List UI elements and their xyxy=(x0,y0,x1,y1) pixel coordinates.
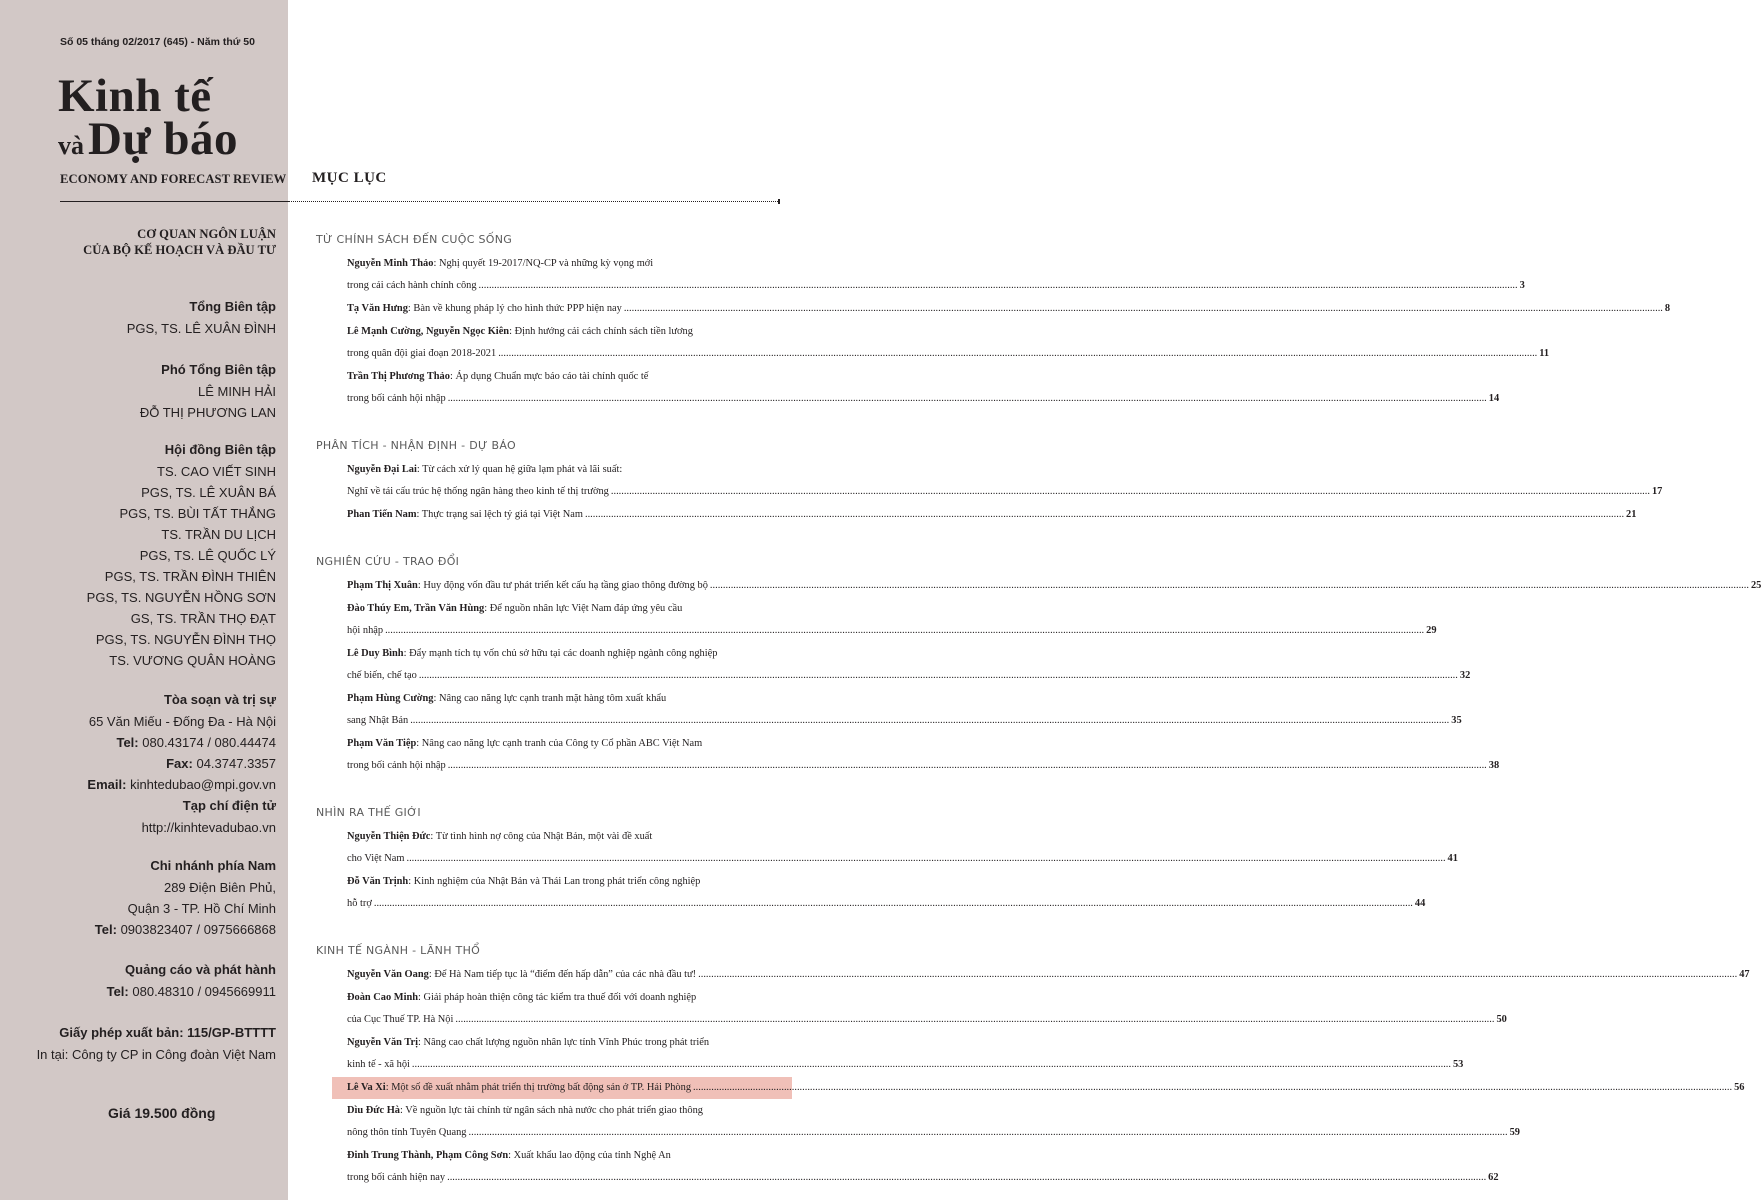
toc-section-heading: NGHIÊN CỨU - TRAO ĐỔI xyxy=(316,555,460,568)
toc-title-text: của Cục Thuế TP. Hà Nội xyxy=(347,1014,454,1025)
toc-title-text: hỗ trợ xyxy=(347,898,372,909)
toc-entry-text: Nguyễn Văn Trị: Nâng cao chất lượng nguồn nhân lực tỉnh Vĩnh Phúc trong phát triển xyxy=(347,1037,710,1048)
toc-leader-dots: ................................................................................................................................................................................................................................................................................................................................................................................................................ xyxy=(498,348,1538,359)
toc-entry-text: Dìu Đức Hà: Về nguồn lực tài chính từ ngân sách nhà nước cho phát triển giao thông xyxy=(347,1105,703,1116)
south-branch-tel xyxy=(95,919,276,940)
toc-title-text: Huy động vốn đầu tư phát triển kết cấu hạ tầng giao thông đường bộ xyxy=(423,580,708,591)
masthead-title-line2 xyxy=(58,113,239,165)
toc-title-text: Nghị quyết 19-2017/NQ-CP và những kỳ vọng mới xyxy=(438,258,654,269)
toc-entry[interactable] xyxy=(347,688,1462,732)
board-member: GS, TS. TRẦN THỌ ĐẠT xyxy=(130,611,276,626)
toc-entry-line xyxy=(347,343,1550,365)
toc-entry-text: Phạm Văn Tiệp: Nâng cao năng lực cạnh tranh của Công ty Cổ phần ABC Việt Nam xyxy=(347,738,703,749)
toc-page-number: 56 xyxy=(1734,1082,1745,1093)
toc-leader-dots: ................................................................................................................................................................................................................................................................................................................................................................................................................ xyxy=(385,625,1425,636)
e-journal-heading: Tạp chí điện tử xyxy=(182,798,276,813)
toc-entry-line xyxy=(347,253,782,275)
toc-leader-dots: ................................................................................................................................................................................................................................................................................................................................................................................................................ xyxy=(468,1127,1508,1138)
toc-entry-text: Đoàn Cao Minh: Giải pháp hoàn thiện công tác kiểm tra thuế đối với doanh nghiệp xyxy=(347,992,697,1003)
toc-entry-line xyxy=(347,275,1525,297)
toc-author: Nguyễn Thiện Đức xyxy=(347,831,431,842)
toc-entry-text xyxy=(347,275,477,297)
ads-tel-label: Tel: xyxy=(106,984,129,999)
masthead-title-line1: Kinh tế xyxy=(58,70,212,122)
toc-entry-line xyxy=(347,620,1437,642)
toc-leader-dots: ................................................................................................................................................................................................................................................................................................................................................................................................................ xyxy=(610,486,1650,497)
toc-author: Đỗ Văn Trịnh xyxy=(347,876,409,887)
toc-entry-line xyxy=(347,1100,782,1122)
toc-page-number: 3 xyxy=(1519,280,1525,291)
price: Giá 19.500 đồng xyxy=(108,1105,216,1121)
header-dotted-rule xyxy=(288,201,780,202)
toc-author: Lê Va Xi xyxy=(347,1082,386,1093)
toc-title-text: Thực trạng sai lệch tỷ giá tại Việt Nam xyxy=(421,509,583,520)
toc-entry-line xyxy=(347,1054,1464,1076)
board-member: TS. CAO VIẾT SINH xyxy=(157,464,276,479)
toc-title-text: trong bối cảnh hiện nay xyxy=(347,1172,446,1183)
deputy-editor-name: LÊ MINH HẢI xyxy=(197,384,276,399)
toc-title-text: Để nguồn nhân lực Việt Nam đáp ứng yêu cầu xyxy=(489,603,683,614)
board-member: TS. TRẦN DU LỊCH xyxy=(161,527,276,542)
toc-section-heading: KINH TẾ NGÀNH - LÃNH THỔ xyxy=(316,944,481,957)
toc-page-number: 8 xyxy=(1664,303,1671,314)
toc-entry-text: Lê Mạnh Cường, Nguyễn Ngọc Kiên: Định hướng cải cách chính sách tiền lương xyxy=(347,326,693,337)
toc-entry[interactable] xyxy=(347,1145,1499,1189)
toc-author: Nguyễn Văn Oang xyxy=(347,969,429,980)
office-tel-label: Tel: xyxy=(116,735,139,750)
toc-author: Dìu Đức Hà xyxy=(347,1105,400,1116)
toc-entry-text: Lê Duy Bình: Đẩy mạnh tích tụ vốn chủ sở hữu tại các doanh nghiệp ngành công nghiệp xyxy=(347,648,718,659)
editorial-board-heading: Hội đồng Biên tập xyxy=(164,442,276,457)
toc-leader-dots: ................................................................................................................................................................................................................................................................................................................................................................................................................ xyxy=(447,393,1487,404)
toc-leader-dots: ................................................................................................................................................................................................................................................................................................................................................................................................................ xyxy=(418,670,1458,681)
office-block xyxy=(87,689,276,838)
agency-block xyxy=(83,226,276,258)
toc-page-number: 17 xyxy=(1651,486,1663,497)
toc-entry-line xyxy=(347,388,1500,410)
toc-entry-text: Đinh Trung Thành, Phạm Công Sơn: Xuất khẩu lao động của tỉnh Nghệ An xyxy=(347,1150,671,1161)
toc-entry[interactable] xyxy=(347,1100,1520,1144)
toc-entry[interactable] xyxy=(347,298,1671,320)
toc-entry-line xyxy=(347,964,1750,986)
ads-tel-value: 080.48310 / 0945669911 xyxy=(132,984,276,999)
table-of-contents xyxy=(316,231,1761,1190)
toc-leader-dots: ................................................................................................................................................................................................................................................................................................................................................................................................................ xyxy=(478,280,1518,291)
toc-entry-text: Đỗ Văn Trịnh: Kinh nghiệm của Nhật Bản và Thái Lan trong phát triển công nghiệp xyxy=(347,876,701,887)
toc-page-number: 44 xyxy=(1414,898,1426,909)
office-tel xyxy=(87,732,276,753)
toc-entry-text: Nguyễn Văn Oang: Để Hà Nam tiếp tục là “điểm đến hấp dẫn” của các nhà đầu tư! xyxy=(347,969,697,980)
board-member: PGS, TS. BÙI TẤT THẮNG xyxy=(119,506,276,521)
toc-title-text: Nâng cao chất lượng nguồn nhân lực tỉnh Vĩnh Phúc trong phát triển xyxy=(423,1037,710,1048)
toc-leader-dots: ................................................................................................................................................................................................................................................................................................................................................................................................................ xyxy=(698,969,1738,980)
toc-entry[interactable] xyxy=(347,987,1507,1031)
toc-page-number: 50 xyxy=(1496,1014,1507,1025)
toc-leader-dots: ................................................................................................................................................................................................................................................................................................................................................................................................................ xyxy=(406,853,1446,864)
toc-section-heading: TỪ CHÍNH SÁCH ĐẾN CUỘC SỐNG xyxy=(316,233,513,246)
toc-title-text: Định hướng cải cách chính sách tiền lương xyxy=(514,326,693,337)
toc-entry-text: Trần Thị Phương Thảo: Áp dụng Chuẩn mực báo cáo tài chính quốc tế xyxy=(347,371,649,382)
south-branch-block xyxy=(95,855,276,940)
toc-leader-dots: ................................................................................................................................................................................................................................................................................................................................................................................................................ xyxy=(623,303,1663,314)
toc-entry-line xyxy=(347,665,1471,687)
south-tel-value: 0903823407 / 0975666868 xyxy=(120,922,276,937)
toc-title-text: Bàn về khung pháp lý cho hình thức PPP hiện nay xyxy=(413,303,622,314)
toc-entry-line xyxy=(347,987,782,1009)
toc-author: Phạm Thị Xuân xyxy=(347,580,418,591)
ads-tel xyxy=(107,981,276,1002)
toc-title-text: Áp dụng Chuẩn mực báo cáo tài chính quốc tế xyxy=(455,371,649,382)
toc-entry-text xyxy=(347,1009,453,1031)
toc-entry[interactable] xyxy=(347,459,1663,503)
office-email-value: kinhtedubao@mpi.gov.vn xyxy=(130,777,276,792)
toc-entry-line xyxy=(347,598,782,620)
agency-line: CƠ QUAN NGÔN LUẬN xyxy=(137,227,276,241)
toc-author: Lê Mạnh Cường, Nguyễn Ngọc Kiên xyxy=(347,326,510,337)
toc-title-text: Xuất khẩu lao động của tỉnh Nghệ An xyxy=(513,1150,671,1161)
toc-entry-text: Nguyễn Đại Lai: Từ cách xử lý quan hệ giữa lạm phát và lãi suất: xyxy=(347,464,623,475)
toc-author: Phạm Hùng Cường xyxy=(347,693,434,704)
toc-title: MỤC LỤC xyxy=(312,170,387,186)
board-member: PGS, TS. LÊ QUỐC LÝ xyxy=(139,548,276,563)
toc-entry-line xyxy=(347,575,1761,597)
office-email-label: Email: xyxy=(87,777,127,792)
toc-page-number: 29 xyxy=(1426,625,1437,636)
toc-title-text: Giải pháp hoàn thiện công tác kiểm tra thuế đối với doanh nghiệp xyxy=(423,992,697,1003)
toc-page-number: 21 xyxy=(1626,509,1637,520)
ads-block xyxy=(107,959,276,1002)
toc-entry-text: Tạ Văn Hưng: Bàn về khung pháp lý cho hình thức PPP hiện nay xyxy=(347,303,622,314)
toc-entry-line xyxy=(347,755,1500,777)
deputy-editors-heading: Phó Tổng Biên tập xyxy=(161,362,276,377)
toc-entry[interactable] xyxy=(347,643,1471,687)
toc-entry-text: Phạm Thị Xuân: Huy động vốn đầu tư phát triển kết cấu hạ tầng giao thông đường bộ xyxy=(347,580,708,591)
toc-entry-text xyxy=(347,848,404,870)
south-branch-heading: Chi nhánh phía Nam xyxy=(150,858,276,873)
toc-title-text: trong bối cảnh hội nhập xyxy=(347,393,446,404)
toc-page-number: 11 xyxy=(1539,348,1550,359)
toc-author: Tạ Văn Hưng xyxy=(347,303,408,314)
header-rule-tick xyxy=(778,199,780,204)
toc-entry[interactable] xyxy=(347,504,1637,526)
toc-entry-line xyxy=(347,1167,1499,1189)
deputy-editor-name: ĐỖ THỊ PHƯƠNG LAN xyxy=(139,405,276,420)
toc-page-number: 14 xyxy=(1488,393,1500,404)
toc-entry-line xyxy=(347,848,1458,870)
toc-entry-text xyxy=(347,710,408,732)
toc-entry-text xyxy=(347,665,417,687)
toc-entry-text xyxy=(347,481,609,503)
toc-entry[interactable] xyxy=(347,1032,1464,1076)
board-member: TS. VƯƠNG QUÂN HOÀNG xyxy=(109,653,276,668)
toc-page-number: 41 xyxy=(1447,853,1458,864)
south-branch-address: Quận 3 - TP. Hồ Chí Minh xyxy=(127,901,276,916)
office-address: 65 Văn Miếu - Đống Đa - Hà Nội xyxy=(88,714,276,729)
editor-in-chief-name: PGS, TS. LÊ XUÂN ĐÌNH xyxy=(126,321,276,336)
agency-line: CỦA BỘ KẾ HOẠCH VÀ ĐẦU TƯ xyxy=(83,243,276,257)
toc-title-text: Từ cách xử lý quan hệ giữa lạm phát và lãi suất: xyxy=(422,464,623,475)
toc-entry-text: Phan Tiến Nam: Thực trạng sai lệch tỷ giá tại Việt Nam xyxy=(347,509,583,520)
toc-leader-dots: ................................................................................................................................................................................................................................................................................................................................................................................................................ xyxy=(584,509,1625,520)
toc-leader-dots: ................................................................................................................................................................................................................................................................................................................................................................................................................ xyxy=(373,898,1413,909)
toc-leader-dots: ................................................................................................................................................................................................................................................................................................................................................................................................................ xyxy=(411,1059,1451,1070)
editor-in-chief-block xyxy=(127,296,276,339)
toc-entry-line xyxy=(347,688,782,710)
office-heading: Tòa soạn và trị sự xyxy=(163,692,276,707)
toc-entry[interactable] xyxy=(347,871,1426,915)
toc-entry[interactable] xyxy=(347,321,1550,365)
toc-entry-line xyxy=(347,459,782,481)
toc-author: Nguyễn Đại Lai xyxy=(347,464,417,475)
masthead-forecast: Dự báo xyxy=(88,113,239,165)
toc-entry-text xyxy=(347,620,383,642)
toc-entry-line xyxy=(347,826,782,848)
office-email xyxy=(87,774,276,795)
toc-entry[interactable] xyxy=(347,253,1525,297)
toc-title-text: Kinh nghiệm của Nhật Bản và Thái Lan trong phát triển công nghiệp xyxy=(413,876,701,887)
toc-page-number: 62 xyxy=(1488,1172,1499,1183)
toc-entry-text xyxy=(347,1054,410,1076)
toc-entry-text: Nguyễn Thiện Đức: Từ tình hình nợ công của Nhật Bản, một vài đề xuất xyxy=(347,831,653,842)
toc-author: Lê Duy Bình xyxy=(347,648,404,659)
toc-page-number: 53 xyxy=(1452,1059,1464,1070)
toc-leader-dots: ................................................................................................................................................................................................................................................................................................................................................................................................................ xyxy=(709,580,1749,591)
toc-author: Phạm Văn Tiệp xyxy=(347,738,417,749)
toc-title-text: chế biến, chế tạo xyxy=(347,670,417,681)
masthead-sidebar xyxy=(0,0,288,1200)
toc-entry[interactable] xyxy=(347,826,1458,870)
toc-title-text: Để Hà Nam tiếp tục là “điểm đến hấp dẫn” của các nhà đầu tư! xyxy=(434,969,697,980)
office-tel-value: 080.43174 / 080.44474 xyxy=(142,735,276,750)
toc-entry-line xyxy=(347,321,782,343)
toc-entry-text: Phạm Hùng Cường: Nâng cao năng lực cạnh tranh mặt hàng tôm xuất khẩu xyxy=(347,693,667,704)
toc-entry-text xyxy=(347,343,496,365)
toc-title-text: Đẩy mạnh tích tụ vốn chủ sở hữu tại các doanh nghiệp ngành công nghiệp xyxy=(409,648,718,659)
toc-section-heading: PHÂN TÍCH - NHẬN ĐỊNH - DỰ BÁO xyxy=(316,439,516,452)
toc-title-text: Nghĩ về tái cấu trúc hệ thống ngân hàng theo kinh tế thị trường xyxy=(347,486,609,497)
toc-entry-text: Lê Va Xi: Một số đề xuất nhằm phát triển thị trường bất động sản ở TP. Hải Phòng xyxy=(347,1082,692,1093)
toc-page-number: 38 xyxy=(1488,760,1500,771)
toc-entry[interactable] xyxy=(347,598,1437,642)
office-fax-value: 04.3747.3357 xyxy=(196,756,276,771)
toc-entry-text: Đào Thúy Em, Trần Văn Hùng: Để nguồn nhân lực Việt Nam đáp ứng yêu cầu xyxy=(347,603,683,614)
toc-title-text: Nâng cao năng lực cạnh tranh mặt hàng tôm xuất khẩu xyxy=(438,693,667,704)
masthead-and: và xyxy=(58,131,84,160)
deputy-editors-block xyxy=(140,359,276,423)
masthead-english: ECONOMY AND FORECAST REVIEW xyxy=(60,172,287,186)
toc-page-number: 47 xyxy=(1739,969,1750,980)
toc-entry-line xyxy=(347,1077,1745,1099)
toc-entry-text xyxy=(347,893,372,915)
toc-leader-dots: ................................................................................................................................................................................................................................................................................................................................................................................................................ xyxy=(410,715,1450,726)
toc-author: Nguyễn Văn Trị xyxy=(347,1037,419,1048)
toc-entry-line xyxy=(347,1009,1507,1031)
toc-title-text: trong quân đội giai đoạn 2018-2021 xyxy=(347,348,497,359)
toc-title-text: hội nhập xyxy=(347,625,384,636)
license-block xyxy=(37,1022,276,1065)
toc-page-number: 25 xyxy=(1750,580,1761,591)
toc-title-text: Một số đề xuất nhằm phát triển thị trường bất động sản ở TP. Hải Phòng xyxy=(391,1082,692,1093)
toc-page-number: 35 xyxy=(1451,715,1462,726)
toc-entry-line xyxy=(347,1122,1520,1144)
board-member: PGS, TS. LÊ XUÂN BÁ xyxy=(141,485,276,500)
toc-title-text: sang Nhật Bản xyxy=(347,715,409,726)
toc-leader-dots: ................................................................................................................................................................................................................................................................................................................................................................................................................ xyxy=(455,1014,1495,1025)
board-member: PGS, TS. NGUYỄN HỒNG SƠN xyxy=(86,590,276,605)
editor-in-chief-heading: Tổng Biên tập xyxy=(189,299,276,314)
toc-author: Nguyễn Minh Thảo xyxy=(347,258,434,269)
toc-entry-line xyxy=(347,1032,782,1054)
toc-page-number: 59 xyxy=(1509,1127,1520,1138)
toc-entry[interactable] xyxy=(347,366,1500,410)
toc-entry-line xyxy=(347,298,1671,320)
editorial-board-block xyxy=(87,439,276,671)
toc-title-text: trong bối cảnh hội nhập xyxy=(347,760,446,771)
toc-entry[interactable] xyxy=(347,733,1500,777)
toc-entry-text xyxy=(347,1122,467,1144)
toc-page-number: 32 xyxy=(1459,670,1471,681)
toc-entry-text xyxy=(347,388,446,410)
toc-section-heading: NHÌN RA THẾ GIỚI xyxy=(316,806,421,819)
toc-entry[interactable] xyxy=(347,964,1750,986)
toc-author: Phan Tiến Nam xyxy=(347,509,417,520)
toc-author: Đào Thúy Em, Trần Văn Hùng xyxy=(347,603,485,614)
toc-entry-line xyxy=(347,643,782,665)
toc-title-text: Nâng cao năng lực cạnh tranh của Công ty Cổ phần ABC Việt Nam xyxy=(421,738,703,749)
toc-author: Đinh Trung Thành, Phạm Công Sơn xyxy=(347,1150,509,1161)
website: http://kinhtevadubao.vn xyxy=(141,820,276,835)
toc-author: Trần Thị Phương Thảo xyxy=(347,371,450,382)
toc-entry-line xyxy=(347,504,1637,526)
ads-heading: Quảng cáo và phát hành xyxy=(125,962,276,977)
toc-author: Đoàn Cao Minh xyxy=(347,992,419,1003)
toc-title-text: kinh tế - xã hội xyxy=(347,1059,410,1070)
board-member: PGS, TS. TRẦN ĐÌNH THIÊN xyxy=(104,569,276,584)
toc-entry-text xyxy=(347,1167,445,1189)
toc-entry-text xyxy=(347,755,446,777)
issue-line: Số 05 tháng 02/2017 (645) - Năm thứ 50 xyxy=(60,36,255,48)
toc-entry-line xyxy=(347,733,782,755)
board-member: PGS, TS. NGUYỄN ĐÌNH THỌ xyxy=(95,632,276,647)
toc-title-text: nông thôn tỉnh Tuyên Quang xyxy=(347,1127,467,1138)
toc-entry-text: Nguyễn Minh Thảo: Nghị quyết 19-2017/NQ-CP và những kỳ vọng mới xyxy=(347,258,654,269)
toc-title-text: Từ tình hình nợ công của Nhật Bản, một vài đề xuất xyxy=(435,831,653,842)
toc-entry[interactable] xyxy=(347,575,1761,597)
south-branch-address: 289 Điện Biên Phủ, xyxy=(163,880,276,895)
office-fax-label: Fax: xyxy=(166,756,193,771)
south-tel-label: Tel: xyxy=(94,922,117,937)
toc-entry-line xyxy=(347,1145,782,1167)
office-fax xyxy=(87,753,276,774)
license: Giấy phép xuất bản: 115/GP-BTTTT xyxy=(59,1025,276,1040)
toc-leader-dots: ................................................................................................................................................................................................................................................................................................................................................................................................................ xyxy=(693,1082,1733,1093)
toc-entry-line xyxy=(347,893,1426,915)
printer: In tại: Công ty CP in Công đoàn Việt Nam xyxy=(36,1047,276,1062)
toc-entry-line xyxy=(347,710,1462,732)
toc-leader-dots: ................................................................................................................................................................................................................................................................................................................................................................................................................ xyxy=(447,760,1487,771)
toc-title-text: Về nguồn lực tài chính từ ngân sách nhà nước cho phát triển giao thông xyxy=(405,1105,703,1116)
toc-title-text: trong cải cách hành chính công xyxy=(347,280,477,291)
masthead-rule xyxy=(60,201,288,202)
toc-entry-line xyxy=(347,871,782,893)
toc-entry-highlighted[interactable] xyxy=(332,1077,1745,1099)
toc-leader-dots: ................................................................................................................................................................................................................................................................................................................................................................................................................ xyxy=(447,1172,1487,1183)
toc-entry-line xyxy=(347,366,782,388)
toc-entry-line xyxy=(347,481,1663,503)
toc-title-text: cho Việt Nam xyxy=(347,853,405,864)
